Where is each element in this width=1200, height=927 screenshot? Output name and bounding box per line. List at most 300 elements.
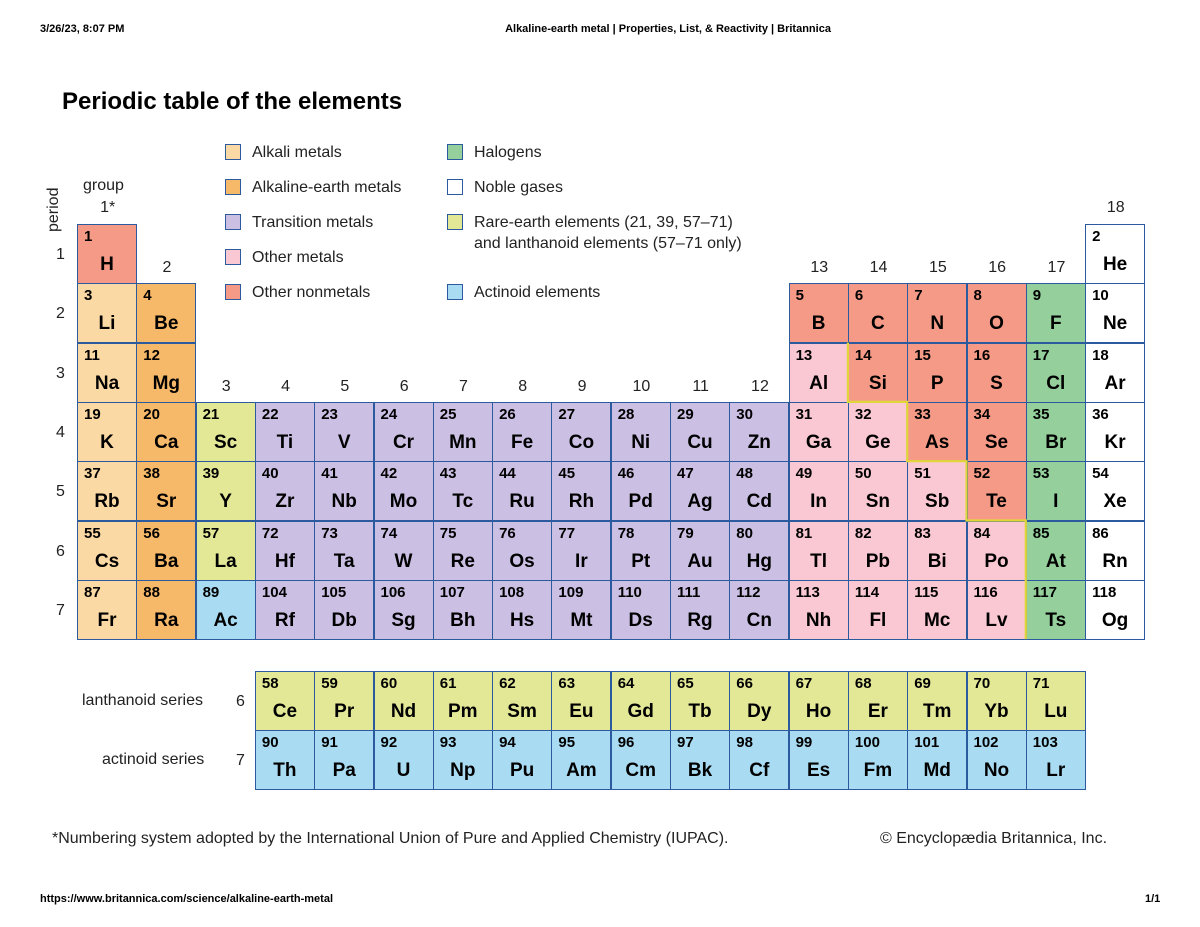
period-number: 4	[56, 423, 65, 441]
element-cell	[848, 521, 908, 581]
element-symbol: Be	[154, 313, 179, 335]
atomic-number: 82	[854, 524, 872, 542]
element-cell	[196, 580, 256, 640]
element-symbol: Cr	[392, 431, 415, 453]
element-cell	[492, 521, 552, 581]
element-symbol: Li	[98, 313, 116, 335]
element-cell	[907, 402, 967, 462]
element-cell	[907, 580, 967, 640]
element-symbol: Lu	[1044, 701, 1068, 722]
element-cell	[967, 461, 1027, 521]
element-symbol: C	[871, 313, 885, 335]
atomic-number: 5	[795, 287, 804, 305]
period-number: 6	[56, 542, 65, 560]
element-cell	[967, 521, 1027, 581]
atomic-number: 87	[84, 583, 101, 601]
legend-label: Rare-earth elements (21, 39, 57–71)	[474, 214, 733, 231]
atomic-number: 77	[558, 524, 576, 542]
element-cell	[789, 580, 849, 640]
print-page-number: 1/1	[1145, 893, 1161, 905]
atomic-number: 111	[677, 583, 701, 601]
element-cell	[255, 402, 315, 462]
element-cell	[1026, 521, 1086, 581]
atomic-number: 116	[973, 583, 998, 601]
element-symbol: Tc	[452, 491, 474, 513]
element-symbol: Ds	[628, 609, 653, 631]
element-symbol: Cn	[746, 609, 772, 631]
legend-label: Alkaline-earth metals	[252, 179, 402, 196]
element-cell	[611, 671, 671, 731]
atomic-number: 25	[439, 405, 457, 423]
element-cell	[670, 671, 730, 731]
element-cell	[729, 521, 789, 581]
element-symbol: Hs	[509, 609, 535, 631]
element-symbol: B	[811, 313, 826, 335]
element-cell	[611, 580, 671, 640]
element-symbol: Rb	[94, 491, 120, 513]
element-cell	[729, 580, 789, 640]
atomic-number: 107	[439, 583, 465, 601]
element-symbol: Np	[450, 760, 476, 782]
element-symbol: Cu	[687, 431, 713, 453]
atomic-number: 50	[854, 465, 872, 483]
atomic-number: 47	[677, 465, 694, 483]
atomic-number: 32	[854, 405, 872, 423]
atomic-number: 84	[973, 524, 991, 542]
element-cell	[967, 730, 1027, 790]
element-cell	[789, 671, 849, 731]
element-cell	[492, 580, 552, 640]
element-cell	[670, 461, 730, 521]
element-cell	[789, 283, 849, 343]
group-number: 1*	[100, 199, 116, 216]
atomic-number: 38	[143, 465, 160, 483]
atomic-number: 81	[795, 524, 813, 542]
element-symbol: Sc	[213, 431, 238, 453]
element-cell	[1085, 521, 1145, 581]
legend-label: Halogens	[474, 144, 542, 161]
atomic-number: 31	[795, 405, 813, 423]
element-cell	[492, 671, 552, 731]
element-symbol: Pd	[628, 491, 653, 513]
element-symbol: La	[214, 550, 237, 572]
atomic-number: 33	[914, 405, 931, 423]
element-cell	[551, 671, 611, 731]
atomic-number: 44	[499, 465, 516, 483]
atomic-number: 100	[854, 734, 880, 752]
element-cell	[789, 521, 849, 581]
element-symbol: Nd	[390, 701, 417, 722]
element-cell	[789, 402, 849, 462]
element-symbol: Hf	[274, 550, 295, 572]
element-cell	[789, 461, 849, 521]
atomic-number: 60	[380, 675, 398, 692]
atomic-number: 41	[321, 465, 338, 483]
element-symbol: Pa	[332, 760, 356, 782]
legend-swatch	[447, 214, 463, 230]
element-cell	[1085, 224, 1145, 284]
element-cell	[907, 671, 967, 731]
actinoid-series-label: actinoid series	[102, 751, 205, 768]
element-symbol: Nh	[805, 609, 832, 631]
element-cell	[1085, 580, 1145, 640]
element-cell	[611, 402, 671, 462]
atomic-number: 57	[202, 524, 220, 542]
element-symbol: Bh	[450, 609, 476, 631]
atomic-number: 69	[914, 675, 931, 692]
atomic-number: 65	[677, 675, 694, 692]
atomic-number: 68	[854, 675, 872, 692]
element-cell	[196, 521, 256, 581]
element-cell	[136, 521, 196, 581]
element-symbol: Ge	[865, 431, 891, 453]
element-symbol: Es	[806, 760, 831, 782]
element-cell	[255, 671, 315, 731]
atomic-number: 59	[321, 675, 338, 692]
element-cell	[77, 224, 137, 284]
element-symbol: Mt	[570, 609, 593, 631]
atomic-number: 109	[558, 583, 584, 601]
element-symbol: Sn	[865, 491, 891, 513]
element-symbol: S	[990, 372, 1003, 394]
element-symbol: Eu	[569, 701, 594, 722]
atomic-number: 16	[973, 346, 991, 364]
element-symbol: Rh	[568, 491, 595, 513]
element-cell	[1085, 402, 1145, 462]
group-number: 13	[810, 259, 829, 276]
element-symbol: Cf	[749, 760, 770, 782]
legend-swatch	[447, 179, 463, 195]
element-symbol: Rg	[687, 609, 713, 631]
element-symbol: Ce	[272, 701, 298, 722]
element-cell	[848, 402, 908, 462]
atomic-number: 96	[617, 734, 635, 752]
atomic-number: 54	[1092, 465, 1109, 483]
element-cell	[314, 671, 374, 731]
element-cell	[433, 730, 493, 790]
atomic-number: 99	[795, 734, 813, 752]
element-symbol: Md	[923, 760, 951, 782]
element-symbol: Og	[1101, 609, 1129, 631]
atomic-number: 90	[261, 734, 279, 752]
element-cell	[374, 671, 434, 731]
element-symbol: Am	[566, 760, 597, 782]
element-symbol: Bi	[927, 550, 947, 572]
legend-swatch	[225, 179, 241, 195]
atomic-number: 102	[973, 734, 999, 752]
element-symbol: I	[1053, 491, 1059, 513]
element-cell	[77, 343, 137, 403]
element-symbol: Nb	[331, 491, 357, 513]
element-symbol: Cs	[94, 550, 120, 572]
copyright: © Encyclopædia Britannica, Inc.	[880, 830, 1108, 847]
legend-swatch	[225, 144, 241, 160]
atomic-number: 114	[854, 583, 880, 601]
element-symbol: Re	[450, 550, 475, 572]
element-cell	[551, 402, 611, 462]
atomic-number: 23	[321, 405, 338, 423]
atomic-number: 4	[143, 287, 152, 305]
page-title: Periodic table of the elements	[62, 88, 403, 115]
element-symbol: Rf	[274, 609, 295, 631]
atomic-number: 18	[1092, 346, 1109, 364]
element-cell	[77, 283, 137, 343]
atomic-number: 76	[499, 524, 516, 542]
atomic-number: 40	[261, 465, 279, 483]
atomic-number: 74	[380, 524, 398, 542]
element-symbol: Tm	[922, 701, 952, 722]
group-number: 3	[221, 378, 231, 395]
atomic-number: 12	[143, 346, 160, 364]
element-cell	[1085, 461, 1145, 521]
atomic-number: 20	[143, 405, 160, 423]
element-cell	[433, 521, 493, 581]
element-cell	[967, 343, 1027, 403]
element-cell	[196, 461, 256, 521]
element-symbol: Ru	[509, 491, 535, 513]
atomic-number: 104	[261, 583, 287, 601]
element-cell	[789, 343, 849, 403]
atomic-number: 78	[617, 524, 635, 542]
print-date: 3/26/23, 8:07 PM	[40, 23, 125, 35]
element-symbol: Na	[94, 372, 120, 394]
atomic-number: 70	[973, 675, 991, 692]
atomic-number: 94	[499, 734, 516, 752]
atomic-number: 49	[795, 465, 813, 483]
element-cell	[433, 671, 493, 731]
element-symbol: Db	[331, 609, 357, 631]
element-symbol: Co	[568, 431, 595, 453]
atomic-number: 86	[1092, 524, 1109, 542]
element-symbol: Sg	[391, 609, 416, 631]
element-symbol: O	[989, 313, 1004, 335]
atomic-number: 63	[558, 675, 576, 692]
element-symbol: Yb	[984, 701, 1009, 722]
atomic-number: 112	[736, 583, 761, 601]
element-cell	[433, 580, 493, 640]
element-cell	[255, 521, 315, 581]
element-symbol: Sr	[156, 491, 177, 513]
group-number: 15	[928, 259, 947, 276]
element-cell	[77, 402, 137, 462]
element-symbol: Cd	[746, 491, 772, 513]
atomic-number: 73	[321, 524, 338, 542]
period-number: 1	[56, 246, 65, 263]
element-symbol: Bk	[687, 760, 713, 782]
atomic-number: 101	[914, 734, 940, 752]
element-cell	[611, 730, 671, 790]
atomic-number: 93	[439, 734, 457, 752]
element-cell	[551, 580, 611, 640]
element-symbol: Pr	[334, 701, 355, 722]
element-cell	[77, 461, 137, 521]
element-cell	[670, 521, 730, 581]
atomic-number: 83	[914, 524, 931, 542]
element-symbol: At	[1045, 550, 1066, 572]
element-symbol: Sb	[925, 491, 950, 513]
element-cell	[729, 730, 789, 790]
element-symbol: K	[100, 431, 114, 453]
element-cell	[907, 461, 967, 521]
element-cell	[670, 402, 730, 462]
atomic-number: 28	[617, 405, 635, 423]
element-symbol: Lr	[1046, 760, 1066, 782]
element-cell	[196, 402, 256, 462]
print-title: Alkaline-earth metal | Properties, List, & Reactivity | Britannica	[505, 23, 831, 35]
element-cell	[492, 402, 552, 462]
atomic-number: 61	[439, 675, 457, 692]
element-cell	[374, 730, 434, 790]
lanthanoid-series-label: lanthanoid series	[82, 692, 203, 709]
legend-swatch	[447, 284, 463, 300]
atomic-number: 97	[677, 734, 694, 752]
element-cell	[551, 730, 611, 790]
element-symbol: Ne	[1102, 313, 1128, 335]
element-symbol: Ba	[154, 550, 179, 572]
group-number: 8	[518, 378, 528, 395]
group-number: 16	[988, 259, 1007, 276]
element-symbol: In	[810, 491, 828, 513]
element-symbol: N	[930, 313, 945, 335]
atomic-number: 6	[854, 287, 864, 305]
group-number: 12	[751, 378, 769, 395]
element-cell	[848, 580, 908, 640]
period-axis-label: period	[45, 187, 62, 232]
period-number: 5	[56, 483, 65, 501]
atomic-number: 15	[914, 346, 931, 364]
atomic-number: 62	[499, 675, 516, 692]
atomic-number: 11	[84, 346, 100, 364]
element-symbol: Fe	[511, 431, 534, 453]
element-symbol: Cl	[1046, 372, 1066, 394]
element-symbol: Rn	[1102, 550, 1128, 572]
atomic-number: 26	[499, 405, 516, 423]
element-symbol: Ts	[1045, 609, 1067, 631]
element-symbol: Kr	[1104, 431, 1126, 453]
element-cell	[255, 730, 315, 790]
legend-label: Alkali metals	[252, 144, 342, 161]
atomic-number: 58	[261, 675, 279, 692]
element-symbol: Po	[984, 550, 1009, 572]
atomic-number: 118	[1092, 583, 1117, 601]
element-cell	[136, 283, 196, 343]
element-cell	[1085, 343, 1145, 403]
atomic-number: 89	[202, 583, 220, 601]
legend-swatch	[225, 214, 241, 230]
atomic-number: 37	[84, 465, 101, 483]
element-symbol: Zn	[747, 431, 771, 453]
group-number: 6	[399, 378, 409, 395]
element-cell	[1026, 580, 1086, 640]
atomic-number: 91	[321, 734, 338, 752]
atomic-number: 110	[617, 583, 642, 601]
legend-label: Other metals	[252, 249, 344, 266]
element-cell	[848, 461, 908, 521]
atomic-number: 8	[973, 287, 982, 305]
element-symbol: As	[925, 431, 950, 453]
atomic-number: 22	[261, 405, 279, 423]
element-symbol: Gd	[627, 701, 654, 722]
atomic-number: 115	[914, 583, 939, 601]
element-cell	[136, 580, 196, 640]
element-cell	[729, 402, 789, 462]
element-cell	[848, 671, 908, 731]
element-symbol: Br	[1045, 431, 1067, 453]
element-symbol: Dy	[747, 701, 772, 722]
element-cell	[136, 402, 196, 462]
atomic-number: 71	[1032, 675, 1050, 692]
atomic-number: 29	[677, 405, 694, 423]
atomic-number: 13	[795, 346, 813, 364]
element-symbol: Ho	[805, 701, 832, 722]
element-symbol: Ti	[276, 431, 294, 453]
element-cell	[848, 730, 908, 790]
atomic-number: 30	[736, 405, 753, 423]
atomic-number: 10	[1092, 287, 1109, 305]
atomic-number: 75	[439, 524, 457, 542]
element-symbol: Ta	[333, 550, 355, 572]
element-cell	[255, 461, 315, 521]
atomic-number: 21	[202, 405, 220, 423]
element-symbol: Pu	[509, 760, 535, 782]
element-cell	[314, 730, 374, 790]
atomic-number: 36	[1092, 405, 1109, 423]
element-symbol: Se	[984, 431, 1009, 453]
element-cell	[848, 343, 908, 403]
element-symbol: F	[1049, 313, 1062, 335]
element-cell	[789, 730, 849, 790]
element-symbol: Ca	[154, 431, 179, 453]
element-symbol: Mn	[449, 431, 477, 453]
element-symbol: No	[983, 760, 1010, 782]
element-symbol: Ag	[687, 491, 713, 513]
element-cell	[1085, 283, 1145, 343]
element-cell	[967, 671, 1027, 731]
element-cell	[374, 580, 434, 640]
element-symbol: Tl	[810, 550, 828, 572]
element-symbol: P	[930, 372, 944, 394]
group-axis-label: group	[83, 177, 124, 194]
element-symbol: Fl	[869, 609, 887, 631]
element-symbol: Mo	[389, 491, 418, 513]
element-cell	[907, 343, 967, 403]
element-cell	[1026, 402, 1086, 462]
group-number: 11	[692, 378, 709, 395]
element-symbol: Al	[809, 372, 829, 394]
element-cell	[729, 671, 789, 731]
legend-swatch	[225, 284, 241, 300]
element-cell	[1026, 671, 1086, 731]
atomic-number: 48	[736, 465, 753, 483]
element-symbol: Mg	[152, 372, 181, 394]
element-cell	[374, 521, 434, 581]
atomic-number: 85	[1032, 524, 1050, 542]
element-symbol: Mc	[923, 609, 951, 631]
atomic-number: 24	[380, 405, 398, 423]
atomic-number: 92	[380, 734, 398, 752]
element-cell	[551, 521, 611, 581]
legend-label: Other nonmetals	[252, 284, 371, 301]
element-cell	[848, 283, 908, 343]
element-cell	[967, 580, 1027, 640]
element-symbol: Ni	[631, 431, 651, 453]
element-cell	[314, 580, 374, 640]
element-cell	[967, 402, 1027, 462]
series-period-number: 7	[236, 752, 245, 770]
atomic-number: 9	[1032, 287, 1042, 305]
atomic-number: 80	[736, 524, 753, 542]
element-cell	[1026, 283, 1086, 343]
